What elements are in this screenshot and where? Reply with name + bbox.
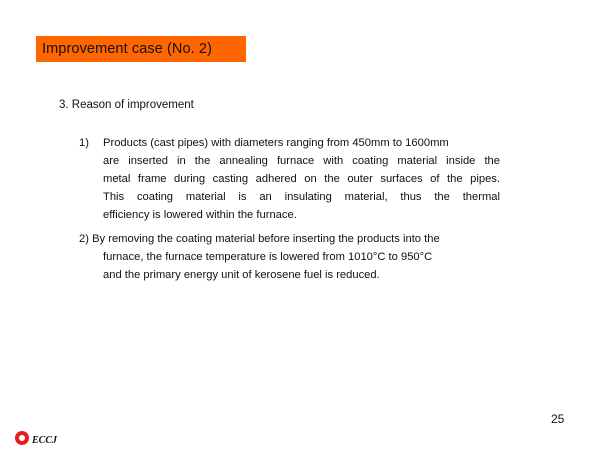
reason-item-2-line-1: By removing the coating material before inserting the products into the [92, 233, 440, 245]
reason-item-1-line-5: efficiency is lowered within the furnace. [103, 209, 297, 221]
eccj-logo-icon [15, 431, 29, 445]
title-banner [36, 36, 246, 62]
reason-item-1-line-4: This coating material is an insulating material, thus the thermal [103, 191, 500, 203]
reason-item-1-line-2: are inserted in the annealing furnace with coating material inside the [103, 155, 500, 167]
reason-item-2-first-line [79, 230, 500, 248]
logo-text: ECCJ [32, 435, 58, 446]
section-heading: 3. Reason of improvement [59, 99, 194, 111]
reason-item-2-line-2: furnace, the furnace temperature is lowered from 1010°C to 950°C [103, 251, 433, 263]
page-title: Improvement case (No. 2) [42, 41, 213, 57]
reason-item-1 [79, 134, 500, 224]
reason-item-1-line-3: metal frame during casting adhered on the outer surfaces of the pipes. [103, 173, 500, 185]
eccj-logo [15, 429, 57, 446]
reason-item-1-line-1: Products (cast pipes) with diameters ranging from 450mm to 1600mm [103, 137, 449, 149]
reason-item-2 [79, 230, 500, 284]
reason-item-2-number: 2) [79, 233, 89, 245]
page-number: 25 [551, 412, 565, 426]
reason-item-1-number: 1) [79, 137, 89, 149]
reason-item-1-first-line [79, 134, 500, 152]
reason-item-2-line-3: and the primary energy unit of kerosene fuel is reduced. [103, 269, 380, 281]
